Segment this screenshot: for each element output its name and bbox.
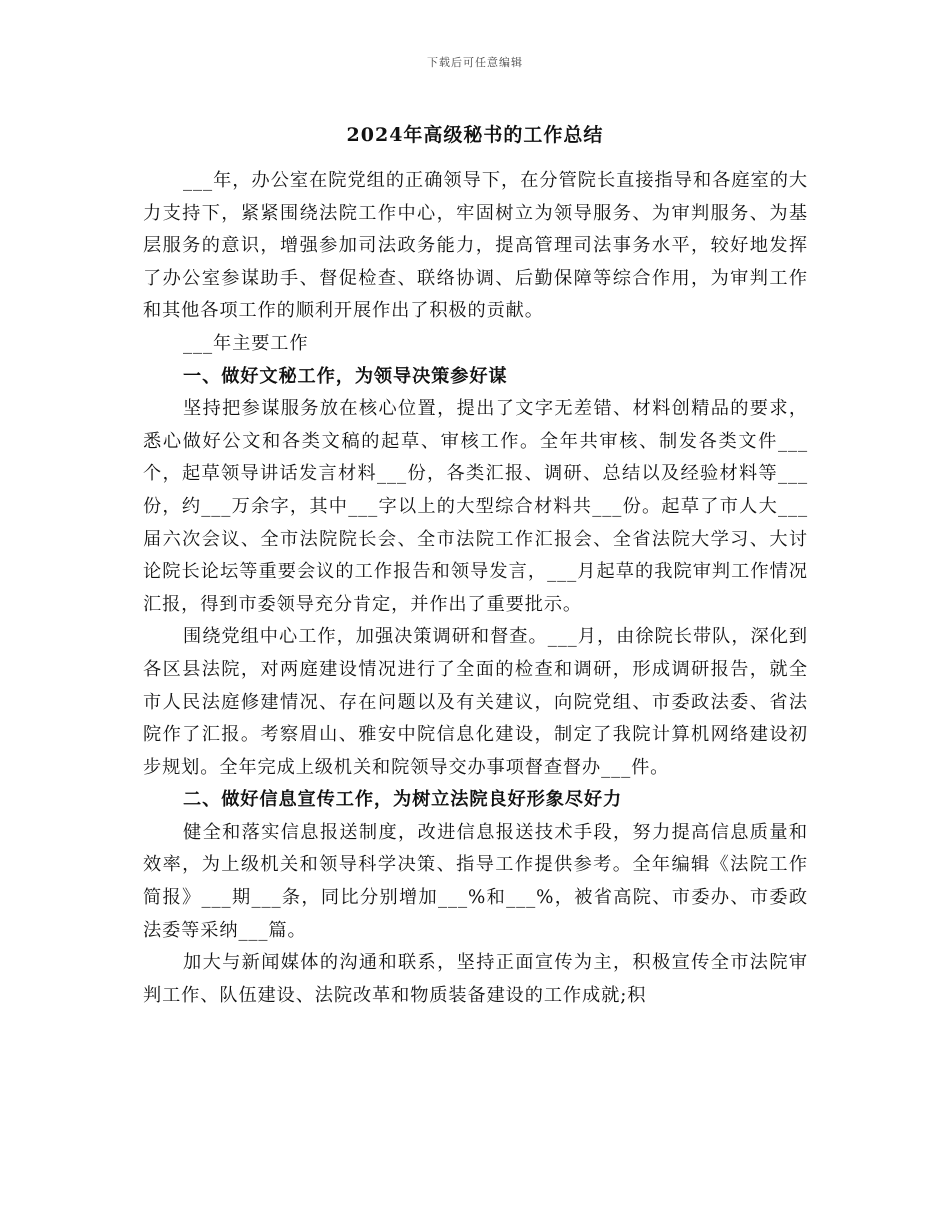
section-2-paragraph-1: 健全和落实信息报送制度，改进信息报送技术手段，努力提高信息质量和效率，为上级机关和领导科学决策、指导工作提供参考。全年编辑《法院工作简报》___期___条，同比分别增加___%和___%，被省高院、市委办、市委政法委等采纳___篇。 [143,821,808,941]
section-2-heading: 二、做好信息宣传工作，为树立法院良好形象尽好力 [183,789,623,811]
section-1-heading: 一、做好文秘工作，为领导决策参好谋 [183,365,508,387]
document-title: 2024年高级秘书的工作总结 [346,124,604,146]
intro-paragraph: ___年，办公室在院党组的正确领导下，在分管院长直接指导和各庭室的大力支持下，紧紧围绕法院工作中心，牢固树立为领导服务、为审判服务、为基层服务的意识，增强参加司法政务能力，提高管理司法事务水平，较好地发挥了办公室参谋助手、督促检查、联络协调、后勤保障等综合作用，为审判工作和其他各项工作的顺利开展作出了积极的贡献。 [143,170,808,322]
section-2-paragraph-2: 加大与新闻媒体的沟通和联系，坚持正面宣传为主，积极宣传全市法院审判工作、队伍建设、法院改革和物质装备建设的工作成就;积 [143,952,808,1006]
document-body [143,165,808,1012]
section-1-paragraph-2: 围绕党组中心工作，加强决策调研和督查。___月，由徐院长带队，深化到各区县法院，对两庭建设情况进行了全面的检查和调研，形成调研报告，就全市人民法庭修建情况、存在问题以及有关建议，向院党组、市委政法委、省法院作了汇报。考察眉山、雅安中院信息化建设，制定了我院计算机网络建设初步规划。全年完成上级机关和院领导交办事项督查督办___件。 [143,626,808,778]
section-1-paragraph-1: 坚持把参谋服务放在核心位置，提出了文字无差错、材料创精品的要求，悉心做好公文和各类文稿的起草、审核工作。全年共审核、制发各类文件___个，起草领导讲话发言材料___份，各类汇报、调研、总结以及经验材料等___份，约___万余字，其中___字以上的大型综合材料共___份。起草了市人大___届六次会议、全市法院院长会、全市法院工作汇报会、全省法院大学习、大讨论院长论坛等重要会议的工作报告和领导发言，___月起草的我院审判工作情况汇报，得到市委领导充分肯定，并作出了重要批示。 [143,398,808,615]
page-header-note: 下载后可任意编辑 [427,56,523,69]
main-work-label: ___年主要工作 [183,332,309,354]
